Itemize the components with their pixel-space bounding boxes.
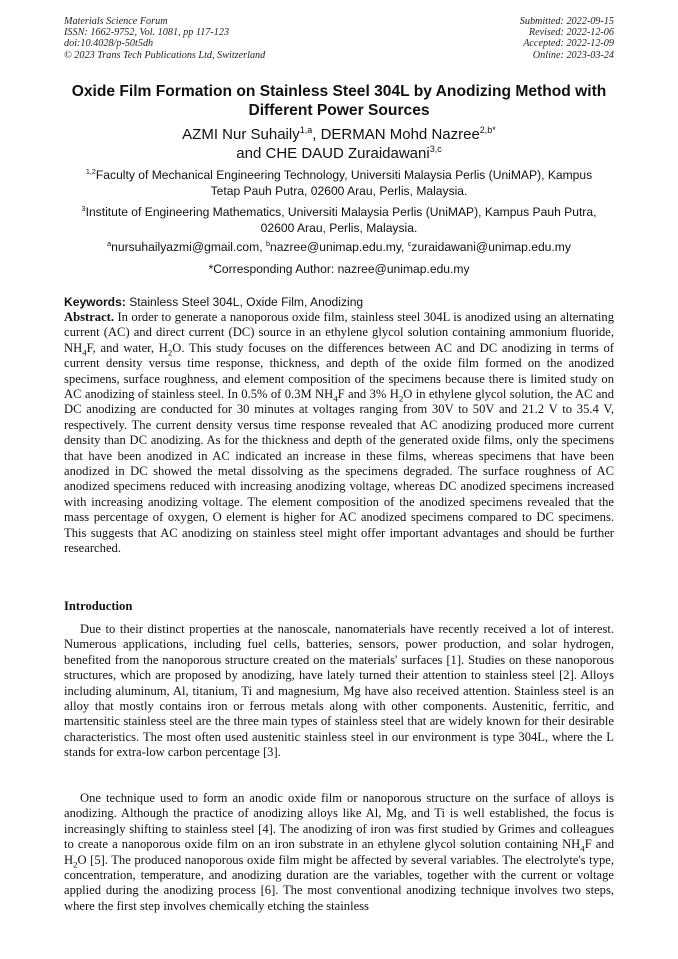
affiliation-2-sup: 3 [81,203,86,213]
affiliation-2-line-2: 02600 Arau, Perlis, Malaysia. [260,221,418,235]
abstract-text-4: F and 3% H [337,387,399,402]
email-2-sup: b [265,238,270,248]
keywords [64,295,614,309]
abstract-text-2: F, and water, H [86,340,168,355]
intro-p2-sub-2: 2 [73,859,78,870]
intro-p2-text-1: One technique used to form an anodic oxide film or nanoporous structure on the surface of alloys is anodizing. Although the practice of anodizing alloys like Al, Mg, and Ti is well established, the focus is increasingly shifting to stainless steel [4]. The anodizing of iron was first studied by Grimes and colleagues to create a nanoporous oxide film on an iron substrate in an ethylene glycol solution containing NH [64,791,614,852]
abstract-text-5: O in ethylene glycol solution, the AC and DC anodizing are conducted for 30 minutes at voltages ranging from 30V to 50V and 21.2 V to 35.4 V, respectively. The current density versus time response revealed that AC anodizing produced more current density than DC anodizing. As for the thickness and depth of the generated oxide films, only the specimens that have been anodized in AC indicated an increase in these films, whereas specimens that have been anodized in DC showed the metal dissolving as the specimens degraded. The surface roughness of AC anodized specimens reduced with increasing anodizing voltage, whereas DC anodized specimens increased with increasing anodizing voltage. The element composition of the anodized specimens revealed that the mass percentage of oxygen, O element is higher for AC anodized specimens compared to DC specimens. This suggests that AC anodizing on stainless steel might offer important advantages and should be further researched. [64,387,615,556]
author-3: CHE DAUD Zuraidawani [265,144,430,162]
title-line-2: Different Power Sources [248,102,430,119]
keywords-label: Keywords: [64,295,126,309]
journal-header-left [64,16,265,61]
journal-header-right [520,16,614,61]
and-word: and [236,144,262,162]
author-3-sup: 3,c [429,143,442,154]
abstract-text-3: O. This study focuses on the differences between AC and DC anodizing in terms of current density versus time response, thickness, and depth of the oxide film formed on the anodized specimens, surface roughness, and element composition of the specimens because there is limited study on AC anodizing of stainless steel. In 0.5% of 0.3M NH [64,340,614,402]
abstract-sub-1: 4 [82,347,87,358]
keywords-value: Stainless Steel 304L, Oxide Film, Anodizing [129,295,364,309]
email-1-sup: a [107,238,112,248]
section-heading-introduction: Introduction [64,599,133,613]
intro-paragraph-2 [64,791,614,914]
affiliation-1-line-2: Tetap Pauh Putra, 02600 Arau, Perlis, Malaysia. [210,184,468,198]
copyright: © 2023 Trans Tech Publications Ltd, Switzerland [64,49,266,61]
email-3[interactable]: zuraidawani@unimap.edu.my [411,240,571,254]
accepted-date: Accepted: 2022-12-09 [523,38,614,50]
paper-title [50,82,628,120]
author-list: AZMI Nur Suhaily$^{1,a}$, DERMAN Mohd Nazree$^{2,b*}$ and CHE DAUD Zuraidawani$^{3,c}$ [182,125,496,162]
abstract-label: Abstract. [64,310,115,324]
abstract-text-1: In order to generate a nanoporous oxide film, stainless steel 304L is anodized using an alternating current (AC) and direct current (DC) source in an ethylene glycol solution containing ammonium fluoride, NH [64,310,614,355]
issn-volume: ISSN: 1662-9752, Vol. 1081, pp 117-123 [64,27,230,39]
intro-p2-text-2: F and H [64,837,614,867]
author-2-sup: 2,b* [479,125,496,135]
doi: doi:10.4028/p-50t5dh [64,38,154,50]
author-1: AZMI Nur Suhaily [182,126,300,143]
submitted-date: Submitted: 2022-09-15 [519,16,614,27]
email-list: $^a$nursuhailyazmi@gmail.com, $^b$nazree@unimap.edu.my, $^c$zuraidawani@unimap.edu.my [107,238,571,254]
author-1-sup: 1,a [299,125,313,135]
affiliation-1-sup: 1,2 [85,166,96,176]
email-1[interactable]: nursuhailyazmi@gmail.com [111,240,260,254]
affiliation-2 [64,204,614,236]
intro-p2-text-3: O [5]. The produced nanoporous oxide film might be affected by several variables. The electrolyte's type, concentration, temperature, and anodizing duration are the variables, together with the current or voltage applied during the anodizing process [6]. The most conventional anodizing technique involves two steps, where the first step involves chemically etching the stainless [64,852,614,913]
affiliation-1-line-1: Faculty of Mechanical Engineering Technology, Universiti Malaysia Perlis (UniMAP), Kampus [95,168,593,182]
corresponding-author: *Corresponding Author: nazree@unimap.edu.my [208,262,470,276]
author-2: DERMAN Mohd Nazree [320,126,480,143]
online-date: Online: 2023-03-24 [532,49,614,61]
abstract [64,310,614,557]
revised-date: Revised: 2022-12-06 [528,27,614,39]
title-line-1: Oxide Film Formation on Stainless Steel 304L by Anodizing Method with [71,83,607,100]
affiliation-2-line-1: Institute of Engineering Mathematics, Universiti Malaysia Perlis (UniMAP), Kampus Pauh Putra, [85,205,597,219]
abstract-sub-2: 2 [167,347,173,358]
intro-p2-sub-1: 4 [580,843,585,854]
journal-name: Materials Science Forum [64,16,168,27]
email-2[interactable]: nazree@unimap.edu.my [269,240,402,254]
abstract-sub-4: 2 [398,393,404,404]
email-3-sup: c [407,238,412,248]
affiliation-1 [64,167,614,199]
intro-paragraph-1: Due to their distinct properties at the nanoscale, nanomaterials have recently received a lot of interest. Numerous applications, including fuel cells, batteries, sensors, power production, and solar hydrogen, benefited from the nanoporous structure created on the materials' surfaces [1]. Studies on these nanoporous structures, which are proposed by anodizing, have lately turned their attention to stainless steel [2]. Alloys including aluminum, Al, titanium, Ti and magnesium, Mg have also received attention. Stainless steel is an alloy that mostly contains iron or ferrous metals along with other components. Austenitic, ferritic, and martensitic stainless steel are the three main types of stainless steel that are widely known for their desirable characteristics. The most often used austenitic stainless steel in our environment is type 304L, where the L stands for extra-low carbon percentage [3]. [64,622,614,760]
abstract-sub-3: 4 [333,393,338,404]
